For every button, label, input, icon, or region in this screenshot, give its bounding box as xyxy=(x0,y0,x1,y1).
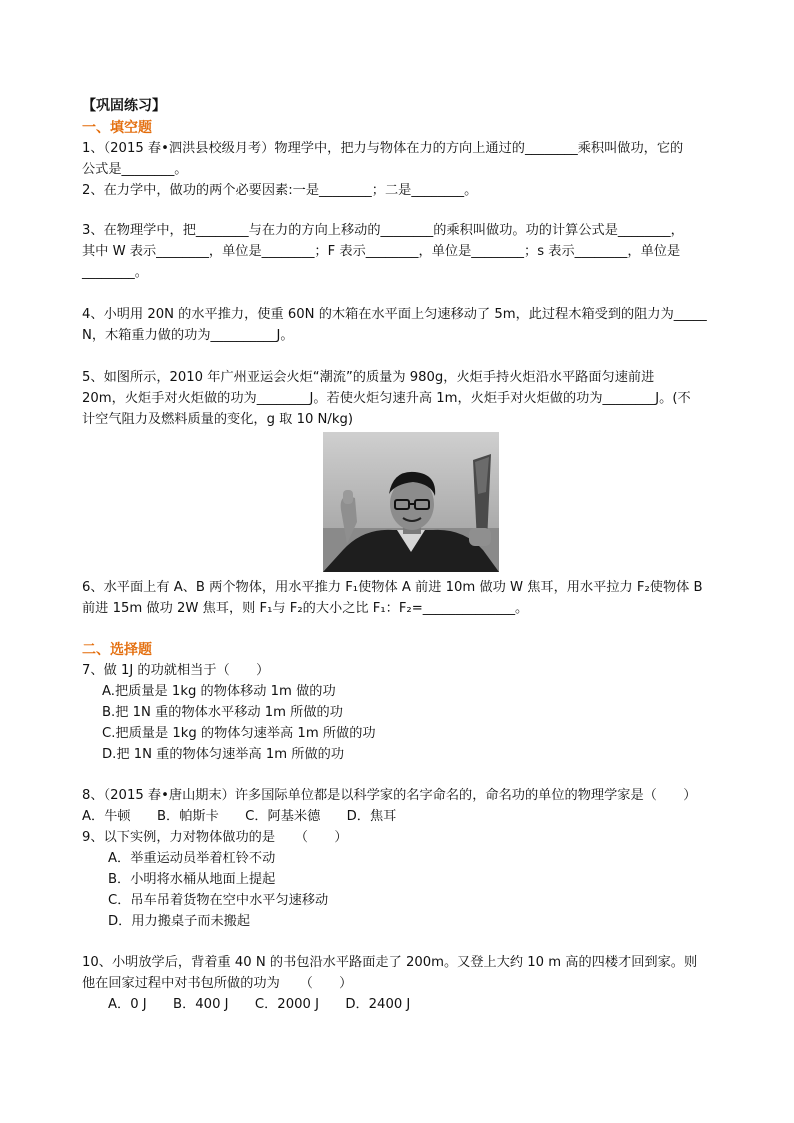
question-9: 9、以下实例，力对物体做功的是 （ ） xyxy=(82,830,348,845)
question-10-line-1: 10、小明放学后，背着重 40 N 的书包沿水平路面走了 200m。又登上大约 10 m 高的四楼才回到家。则 xyxy=(82,955,698,970)
section-choice-heading: 二、选择题 xyxy=(82,642,152,658)
question-9-option-b: B．小明将水桶从地面上提起 xyxy=(108,872,276,887)
question-5-line-3: 计空气阻力及燃料质量的变化，g 取 10 N/kg) xyxy=(82,412,353,427)
question-4-line-2: N，木箱重力做的功为__________J。 xyxy=(82,328,294,343)
page-title: 【巩固练习】 xyxy=(82,98,166,114)
torch-bearer-photo xyxy=(323,432,499,572)
question-6-line-1: 6、水平面上有 A、B 两个物体，用水平推力 F₁使物体 A 前进 10m 做功 W 焦耳，用水平拉力 F₂使物体 B xyxy=(82,580,703,595)
question-10-options: A．0 J B．400 J C．2000 J D．2400 J xyxy=(108,997,411,1012)
question-7-option-b: B.把 1N 重的物体水平移动 1m 所做的功 xyxy=(102,705,343,720)
question-7-option-d: D.把 1N 重的物体匀速举高 1m 所做的功 xyxy=(102,747,345,762)
question-9-option-c: C．吊车吊着货物在空中水平匀速移动 xyxy=(108,893,329,908)
question-6-line-2: 前进 15m 做功 2W 焦耳，则 F₁与 F₂的大小之比 F₁：F₂=______________。 xyxy=(82,601,529,616)
question-3-line-2: 其中 W 表示________，单位是________；F 表示________，单位是________；s 表示________，单位是 xyxy=(82,244,681,259)
question-1-line-2: 公式是________。 xyxy=(82,162,188,177)
question-2: 2、在力学中，做功的两个必要因素:一是________；二是________。 xyxy=(82,183,478,198)
question-8: 8、（2015 春•唐山期末）许多国际单位都是以科学家的名字命名的，命名功的单位的物理学家是（ ） xyxy=(82,788,697,803)
question-5-line-1: 5、如图所示，2010 年广州亚运会火炬“潮流”的质量为 980g，火炬手持火炬沿水平路面匀速前进 xyxy=(82,370,655,385)
torch-bearer-image xyxy=(323,432,499,572)
section-fill-in-heading: 一、填空题 xyxy=(82,120,152,136)
question-7-option-c: C.把质量是 1kg 的物体匀速举高 1m 所做的功 xyxy=(102,726,376,741)
question-8-options: A．牛顿 B．帕斯卡 C．阿基米德 D．焦耳 xyxy=(82,809,397,824)
question-1-line-1: 1、（2015 春•泗洪县校级月考）物理学中，把力与物体在力的方向上通过的________乘积叫做功，它的 xyxy=(82,141,684,156)
question-7: 7、做 1J 的功就相当于（ ） xyxy=(82,663,270,678)
question-3-line-3: ________。 xyxy=(82,265,148,280)
question-4-line-1: 4、小明用 20N 的水平推力，使重 60N 的木箱在水平面上匀速移动了 5m，此过程木箱受到的阻力为_____ xyxy=(82,307,707,322)
question-10-line-2: 他在回家过程中对书包所做的功为 （ ） xyxy=(82,976,353,991)
question-7-option-a: A.把质量是 1kg 的物体移动 1m 做的功 xyxy=(102,684,336,699)
question-5-line-2: 20m，火炬手对火炬做的功为________J。若使火炬匀速升高 1m，火炬手对火炬做的功为________J。(不 xyxy=(82,391,691,406)
question-9-option-d: D．用力搬桌子而未搬起 xyxy=(108,914,251,929)
question-9-option-a: A．举重运动员举着杠铃不动 xyxy=(108,851,276,866)
question-3-line-1: 3、在物理学中，把________与在力的方向上移动的________的乘积叫做功。功的计算公式是________， xyxy=(82,223,684,238)
